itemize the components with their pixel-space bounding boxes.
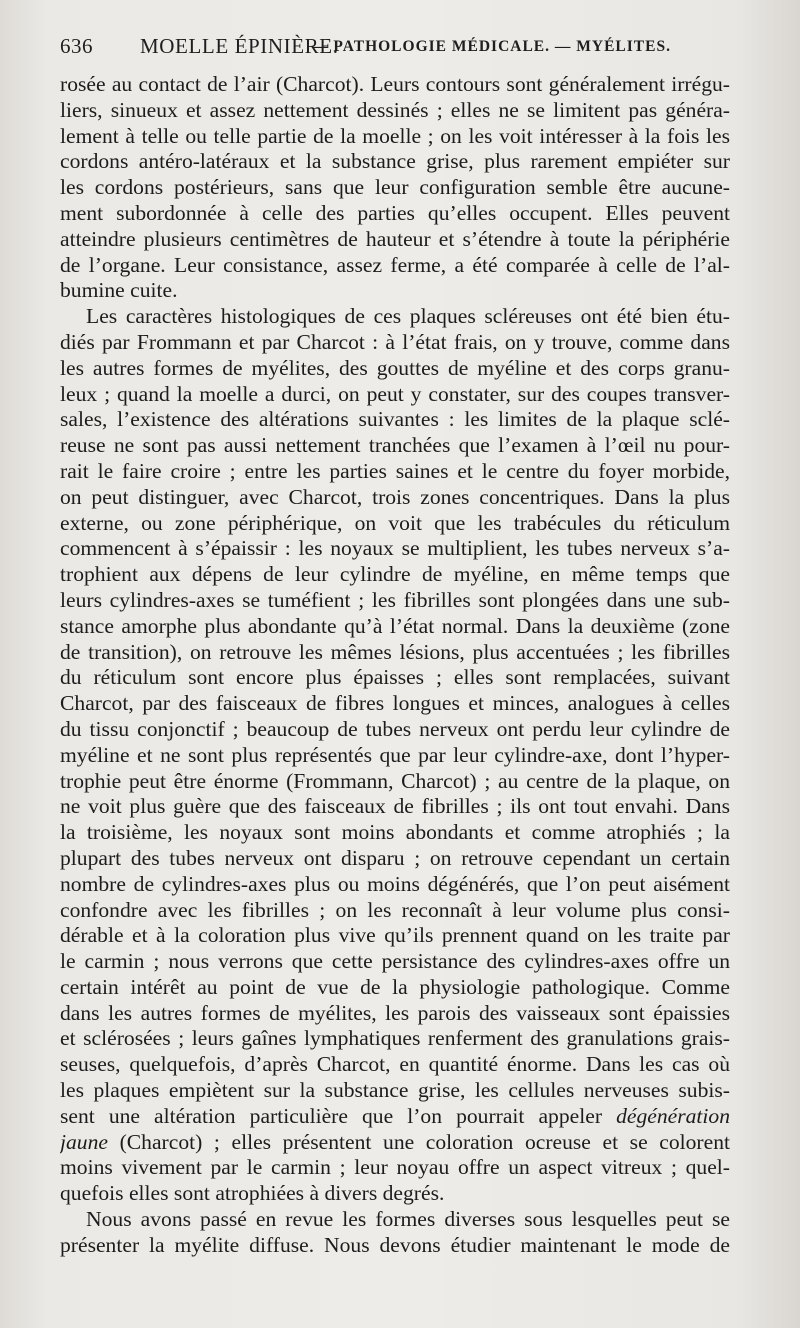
- text-line: Nous avons passé en revue les formes diverses sous lesquelles peut se: [86, 1207, 730, 1232]
- text-line: ment subordonnée à celle des parties qu’elles occupent. Elles peuvent: [60, 200, 730, 225]
- text-line: commencent à s’épaissir : les noyaux se multiplient, les tubes nerveux s’a-: [60, 536, 730, 561]
- text-line-with-italic: [60, 1130, 730, 1156]
- text-line: bumine cuite.: [60, 278, 178, 303]
- text-line: du réticulum sont encore plus épaisses ; elles sont remplacées, suivant: [60, 665, 730, 690]
- running-subtitle: — PATHOLOGIE MÉDICALE. — MYÉLITES.: [312, 38, 671, 55]
- text-line: cordons antéro-latéraux et la substance grise, plus rarement empiéter sur: [60, 149, 730, 174]
- italic-term: dégénération: [616, 1103, 730, 1128]
- text-line: leux ; quand la moelle a durci, on peut y constater, sur des coupes transver-: [60, 381, 730, 406]
- text-line: stance amorphe plus abondante qu’à l’état normal. Dans la deuxième (zone: [60, 613, 730, 638]
- text-line-with-italic: [60, 1104, 730, 1130]
- text-line: rait le faire croire ; entre les parties saines et le centre du foyer morbide,: [60, 458, 730, 483]
- page-number: 636: [60, 34, 93, 58]
- text-line: dérable et à la coloration plus vive qu’ils prennent quand on les traite par: [60, 923, 730, 948]
- text-line: rosée au contact de l’air (Charcot). Leurs contours sont généralement irrégu-: [60, 72, 730, 96]
- text-line: les autres formes de myélites, des gouttes de myéline et des corps granu-: [60, 355, 730, 380]
- body-text: [60, 72, 730, 1259]
- text-line: les plaques empiètent sur la substance grise, les cellules nerveuses subis-: [60, 1078, 730, 1103]
- text-line: quefois elles sont atrophiées à divers degrés.: [60, 1181, 445, 1206]
- text-line: dans les autres formes de myélites, les parois des vaisseaux sont épaissies: [60, 1000, 730, 1025]
- text-line: de l’organe. Leur consistance, assez ferme, a été comparée à celle de l’al-: [60, 252, 730, 277]
- text-line: diés par Frommann et par Charcot : à l’état frais, on y trouve, comme dans: [60, 329, 730, 354]
- text-segment: sent une altération particulière que l’on pourrait appeler: [60, 1103, 603, 1128]
- text-line: trophie peut être énorme (Frommann, Charcot) ; au centre de la plaque, on: [60, 768, 730, 793]
- text-line: le carmin ; nous verrons que cette persistance des cylindres-axes offre un: [60, 949, 730, 974]
- text-line: externe, ou zone périphérique, on voit que les trabécules du réticulum: [60, 510, 730, 535]
- text-line: myéline et ne sont plus représentés que par leur cylindre-axe, dont l’hyper-: [60, 742, 730, 767]
- italic-term: jaune: [60, 1129, 108, 1154]
- text-line: lement à telle ou telle partie de la moelle ; on les voit intéresser à la fois les: [60, 123, 730, 148]
- text-line: moins vivement par le carmin ; leur noyau offre un aspect vitreux ; quel-: [60, 1155, 730, 1180]
- text-line: confondre avec les fibrilles ; on les reconnaît à leur volume plus consi-: [60, 897, 730, 922]
- text-line: la troisième, les noyaux sont moins abondants et comme atrophiés ; la: [60, 820, 730, 845]
- text-line: plupart des tubes nerveux ont disparu ; on retrouve cependant un certain: [60, 845, 730, 870]
- text-line: présenter la myélite diffuse. Nous devons étudier maintenant le mode de: [60, 1232, 730, 1257]
- running-title: MOELLE ÉPINIÈRE.: [140, 34, 339, 58]
- text-line: sales, l’existence des altérations suivantes : les limites de la plaque sclé-: [60, 407, 730, 432]
- text-line: Les caractères histologiques de ces plaques scléreuses ont été bien étu-: [86, 304, 730, 329]
- text-line: reuse ne sont pas aussi nettement tranchées que l’examen à l’œil nu pour-: [60, 433, 730, 458]
- text-line: leurs cylindres-axes se tuméfient ; les fibrilles sont plongées dans une sub-: [60, 587, 730, 612]
- text-line: atteindre plusieurs centimètres de hauteur et s’étendre à toute la périphérie: [60, 226, 730, 251]
- text-line: ne voit plus guère que des faisceaux de fibrilles ; ils ont tout envahi. Dans: [60, 794, 730, 819]
- text-line: Charcot, par des faisceaux de fibres longues et minces, analogues à celles: [60, 691, 730, 716]
- text-line: liers, sinueux et assez nettement dessinés ; elles ne se limitent pas généra-: [60, 97, 730, 122]
- text-segment: (Charcot) ; elles présentent une coloration ocreuse et se colorent: [107, 1129, 730, 1154]
- text-line: nombre de cylindres-axes plus ou moins dégénérés, que l’on peut aisément: [60, 871, 730, 896]
- text-line: du tissu conjonctif ; beaucoup de tubes nerveux ont perdu leur cylindre de: [60, 716, 730, 741]
- text-line: les cordons postérieurs, sans que leur configuration semble être aucune-: [60, 175, 730, 200]
- running-head: [60, 34, 740, 64]
- text-line: de transition), on retrouve les mêmes lésions, plus accentuées ; les fibrilles: [60, 639, 730, 664]
- text-line: on peut distinguer, avec Charcot, trois zones concentriques. Dans la plus: [60, 484, 730, 509]
- text-line: certain intérêt au point de vue de la physiologie pathologique. Comme: [60, 974, 730, 999]
- text-line: trophient aux dépens de leur cylindre de myéline, en même temps que: [60, 562, 730, 587]
- text-line: seuses, quelquefois, d’après Charcot, en quantité énorme. Dans les cas où: [60, 1052, 730, 1077]
- text-line: et sclérosées ; leurs gaînes lymphatiques renferment des granulations grais-: [60, 1026, 730, 1051]
